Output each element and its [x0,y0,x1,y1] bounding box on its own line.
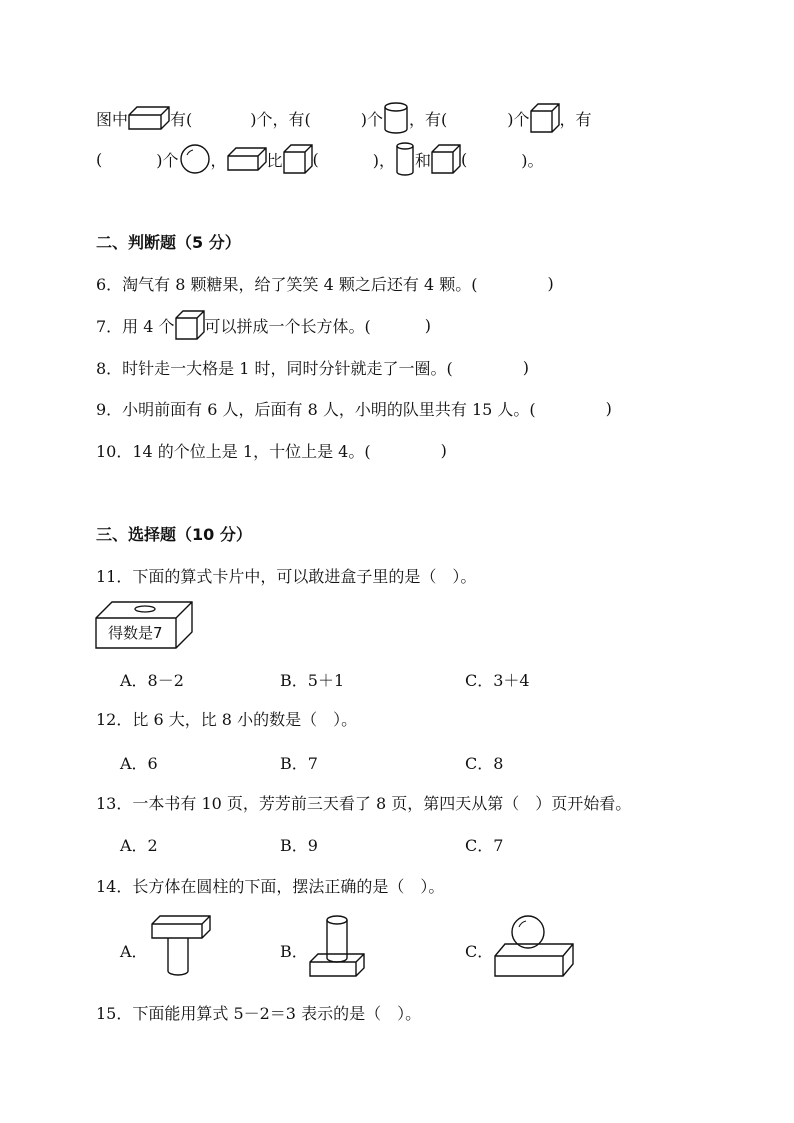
question-6-close: ) [547,274,554,293]
q5-text-n: 和 [415,150,432,170]
question-14-text: 14．长方体在圆柱的下面，摆法正确的是（ ）。 [96,877,445,896]
question-10-close: ) [440,441,447,460]
question-8-text: 8．时针走一大格是 1 时，同时分针就走了一圈。( [96,359,453,378]
question-15 [96,1001,421,1024]
q13-option-a[interactable]: A．2 [120,836,158,855]
q5-text-m: )， [372,150,396,170]
q5-text-p: )。 [521,150,544,170]
q12-option-c[interactable]: C．8 [465,754,504,773]
question-9-close: ) [605,399,612,418]
question-10-text: 10．14 的个位上是 1，十位上是 4。( [96,442,371,461]
question-14 [96,874,444,897]
question-12 [96,707,357,730]
question-8-close: ) [522,358,530,377]
cube-icon [283,144,313,174]
q14-option-a[interactable]: A． [120,942,148,961]
question-7-text-post: 可以拼成一个长方体。( [204,316,371,336]
question-7 [96,310,431,340]
q11-option-a[interactable]: A．8－2 [120,671,184,690]
q5-text-d: )个 [360,109,384,129]
q5-text-h: ( [96,149,103,169]
box-illustration [94,600,194,650]
q12-option-a[interactable]: A．6 [120,754,158,773]
question-6-text: 6．淘气有 8 颗糖果，给了笑笑 4 颗之后还有 4 颗。( [96,275,478,294]
box-label: 得数是7 [108,624,163,642]
section-2-title: 二、判断题（5 分） [96,233,241,252]
cylinder-on-cuboid-icon [308,912,366,978]
section-3-title: 三、选择题（10 分） [96,525,252,544]
cylinder-icon [395,142,415,176]
q5-text-j: ， [210,150,227,170]
q14-option-b[interactable]: B． [280,942,308,961]
question-9 [96,397,612,420]
q14-option-c[interactable]: C． [465,942,494,961]
q13-option-b[interactable]: B．9 [280,836,318,855]
question-8 [96,356,529,379]
q5-text-i: )个 [156,150,179,170]
q5-text-l: ( [312,149,319,169]
q5-line-1 [96,102,592,134]
q13-option-c[interactable]: C．7 [465,836,504,855]
q11-option-b[interactable]: B．5＋1 [280,671,345,690]
q5-line-2 [96,142,544,176]
sphere-on-cuboid-icon [493,910,575,978]
sphere-icon [179,143,211,175]
cuboid-flat-icon [128,105,170,131]
question-9-text: 9．小明前面有 6 人，后面有 8 人，小明的队里共有 15 人。( [96,400,536,419]
q5-text-k: 比 [266,150,283,170]
q12-option-b[interactable]: B．7 [280,754,318,773]
q5-text-g: ，有 [559,109,592,129]
question-6 [96,272,554,295]
cuboid-on-cylinder-icon [150,914,212,978]
question-7-text-pre: 7．用 4 个 [96,316,175,336]
q5-text-a: 图中 [96,109,129,129]
q5-text-e: ，有( [409,109,448,129]
q5-text-b: 有( [170,109,193,129]
question-11 [96,564,476,587]
question-11-text: 11．下面的算式卡片中，可以敢进盒子里的是（ ）。 [96,567,477,586]
question-13-text: 13．一本书有 10 页，芳芳前三天看了 8 页，第四天从第（ ）页开始看。 [96,794,632,813]
section-3-heading [96,522,252,545]
cuboid-flat-icon [227,146,267,172]
question-15-text: 15．下面能用算式 5－2＝3 表示的是（ ）。 [96,1004,422,1023]
q5-text-c: )个，有( [250,109,311,129]
cylinder-icon [383,102,409,134]
q11-option-c[interactable]: C．3＋4 [465,671,530,690]
q5-text-f: )个 [507,109,530,129]
section-2-heading [96,230,241,253]
q5-text-o: ( [461,149,468,169]
question-7-close: ) [424,315,432,335]
question-12-text: 12．比 6 大，比 8 小的数是（ ）。 [96,710,358,729]
cube-icon [530,103,560,133]
question-10 [96,439,447,462]
question-13 [96,791,631,814]
cube-icon [175,310,205,340]
cube-icon [431,144,461,174]
